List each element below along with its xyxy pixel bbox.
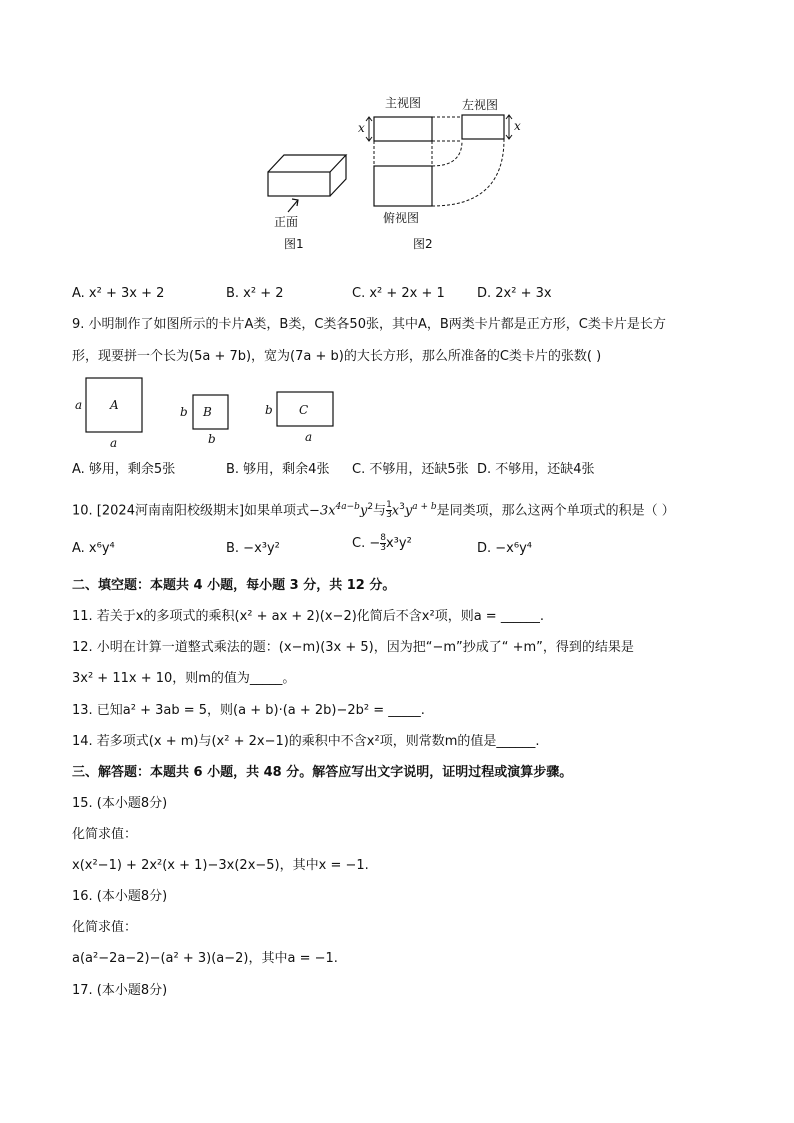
top-view-rect xyxy=(374,166,432,206)
front-view-rect xyxy=(374,117,432,141)
x-label-left: x xyxy=(358,121,365,135)
q11: 11. 若关于x的多项式的乘积(x² + ax + 2)(x−2)化简后不含x²项，则a = ______. xyxy=(72,609,544,624)
q10-term2-x: x xyxy=(391,503,400,519)
card-c-bottom-a: a xyxy=(305,430,313,444)
projection-lines xyxy=(374,117,504,206)
front-arrow xyxy=(288,199,298,212)
q10-mid: 与 xyxy=(373,503,387,519)
section3-heading: 三、解答题：本题共 6 小题，共 48 分。解答应写出文字说明，证明过程或演算步骤。 xyxy=(72,765,573,780)
card-b-letter: B xyxy=(203,405,212,419)
cards-figure xyxy=(0,370,794,450)
card-a-letter: A xyxy=(110,398,119,412)
cuboid-drawing xyxy=(268,155,346,196)
q10-term1-exp-x: 4a−b xyxy=(335,502,360,512)
q14: 14. 若多项式(x + m)与(x² + 2x−1)的乘积中不含x²项，则常数m的值是______. xyxy=(72,734,540,749)
q10-option-c-prefix: C. − xyxy=(352,536,381,551)
q10-option-c-rest: x³y² xyxy=(385,536,412,551)
q16-instruction: 化简求值： xyxy=(72,920,138,935)
fig1-caption: 图1 xyxy=(284,237,304,251)
q15-heading: 15. (本小题8分) xyxy=(72,796,168,811)
q10-suffix: 是同类项，那么这两个单项式的积是（ ） xyxy=(436,503,675,519)
q10-prefix: 10. [2024河南南阳校级期末]如果单项式 xyxy=(72,503,310,519)
left-view-rect xyxy=(462,115,504,139)
q10-term2-exp-x: 3 xyxy=(399,502,405,512)
q10-term2-exp-y: a + b xyxy=(412,502,437,512)
left-view-label: 左视图 xyxy=(462,98,499,112)
q9-option-c: C. 不够用，还缺5张 xyxy=(352,462,469,477)
x-label-right: x xyxy=(514,119,521,133)
card-b-side-b: b xyxy=(180,405,188,419)
x-dimension-right xyxy=(506,115,512,139)
fig2-caption: 图2 xyxy=(413,237,433,251)
q10-term1: −3x xyxy=(309,503,336,519)
q8-option-d: D. 2x² + 3x xyxy=(477,286,552,301)
q15-instruction: 化简求值： xyxy=(72,827,138,842)
q10-option-c xyxy=(352,534,412,553)
q9-stem-line2: 形，现要拼一个长为(5a + 7b)，宽为(7a + b)的大长方形，那么所准备的C类卡片的张数( ) xyxy=(72,349,602,364)
q10-term1-exp-y: 2 xyxy=(367,502,374,512)
q16-heading: 16. (本小题8分) xyxy=(72,889,168,904)
q8-option-a: A. x² + 3x + 2 xyxy=(72,286,165,301)
q10-frac-den: 3 xyxy=(386,510,392,521)
card-a-bottom-a: a xyxy=(110,436,118,450)
q10-option-c-num: 8 xyxy=(380,533,386,543)
q15-expression: x(x²−1) + 2x²(x + 1)−3x(2x−5)，其中x = −1. xyxy=(72,858,369,873)
q8-option-b: B. x² + 2 xyxy=(226,286,284,301)
q10-option-d: D. −x⁶y⁴ xyxy=(477,541,532,556)
q12-line1: 12. 小明在计算一道整式乘法的题：(x−m)(3x + 5)，因为把“−m”抄成了“ +m”，得到的结果是 xyxy=(72,640,634,655)
q10-option-a: A. x⁶y⁴ xyxy=(72,541,115,556)
q16-expression: a(a²−2a−2)−(a² + 3)(a−2)，其中a = −1. xyxy=(72,951,338,966)
x-dimension-left xyxy=(366,117,372,141)
q9-stem-line1: 9. 小明制作了如图所示的卡片A类，B类，C类各50张，其中A，B两类卡片都是正方形，C类卡片是长方 xyxy=(72,317,666,332)
front-view-label: 主视图 xyxy=(385,96,422,110)
q9-option-a: A. 够用，剩余5张 xyxy=(72,462,176,477)
q9-option-d: D. 不够用，还缺4张 xyxy=(477,462,595,477)
q17-heading: 17. (本小题8分) xyxy=(72,983,168,998)
card-b-bottom-b: b xyxy=(208,432,216,446)
three-view-figure xyxy=(0,0,794,270)
q10-stem xyxy=(72,498,675,520)
q10-option-c-den: 3 xyxy=(380,543,386,553)
q10-term2-y: y xyxy=(404,503,413,519)
top-view-label: 俯视图 xyxy=(383,211,420,225)
q12-line2: 3x² + 11x + 10，则m的值为_____。 xyxy=(72,671,296,686)
front-label: 正面 xyxy=(274,215,299,229)
card-c-letter: C xyxy=(299,403,309,417)
q9-option-b: B. 够用，剩余4张 xyxy=(226,462,330,477)
card-a-side-a: a xyxy=(75,398,83,412)
q8-option-c: C. x² + 2x + 1 xyxy=(352,286,445,301)
q10-frac-num: 1 xyxy=(386,500,392,511)
q10-option-b: B. −x³y² xyxy=(226,541,280,556)
card-c-side-b: b xyxy=(265,403,273,417)
q13: 13. 已知a² + 3ab = 5，则(a + b)·(a + 2b)−2b² = _____. xyxy=(72,703,425,718)
section2-heading: 二、填空题：本题共 4 小题，每小题 3 分，共 12 分。 xyxy=(72,578,396,593)
q10-term1-y: y xyxy=(359,503,368,519)
